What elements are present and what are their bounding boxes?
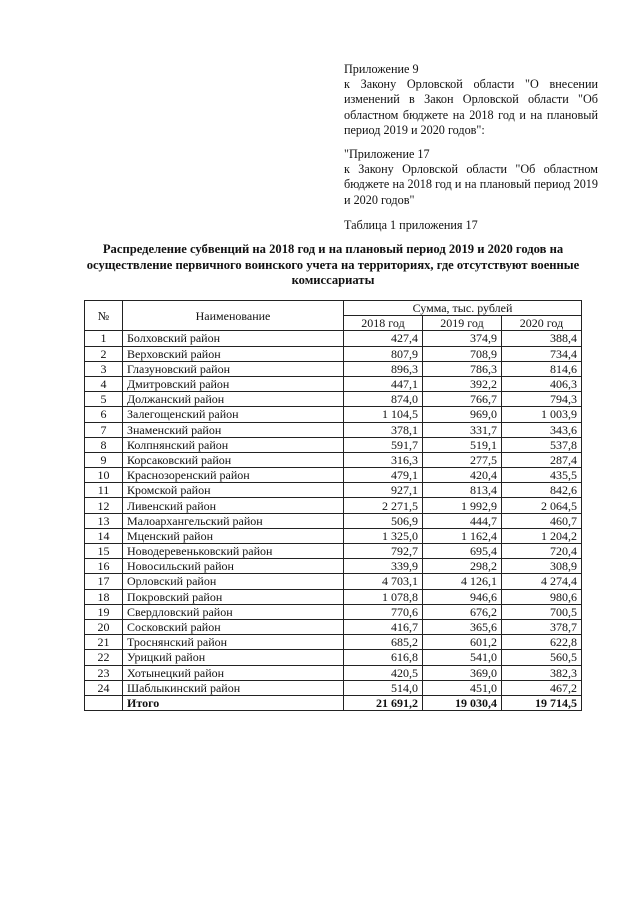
value-2020: 308,9 <box>502 559 582 574</box>
district-name: Троснянский район <box>123 635 344 650</box>
value-2019: 451,0 <box>423 680 502 695</box>
value-2018: 792,7 <box>344 544 423 559</box>
value-2019: 708,9 <box>423 346 502 361</box>
value-2019: 766,7 <box>423 392 502 407</box>
row-number: 7 <box>85 422 123 437</box>
value-2020: 4 274,4 <box>502 574 582 589</box>
value-2018: 420,5 <box>344 665 423 680</box>
district-name: Кромской район <box>123 483 344 498</box>
value-2019: 676,2 <box>423 604 502 619</box>
appendix-header <box>344 62 598 208</box>
table-row <box>85 468 582 483</box>
total-label: Итого <box>123 695 344 710</box>
table-row <box>85 574 582 589</box>
table-row <box>85 544 582 559</box>
value-2018: 2 271,5 <box>344 498 423 513</box>
row-number: 10 <box>85 468 123 483</box>
value-2020: 287,4 <box>502 452 582 467</box>
value-2019: 331,7 <box>423 422 502 437</box>
value-2018: 514,0 <box>344 680 423 695</box>
table-row <box>85 392 582 407</box>
value-2019: 298,2 <box>423 559 502 574</box>
table-row <box>85 513 582 528</box>
value-2018: 896,3 <box>344 361 423 376</box>
district-name: Глазуновский район <box>123 361 344 376</box>
row-number: 23 <box>85 665 123 680</box>
appendix-9-line: Приложение 9 <box>344 62 419 76</box>
appendix-17-line: "Приложение 17 <box>344 147 430 162</box>
appendix-17-text: к Закону Орловской области "Об областном бюджете на 2018 год и на плановый период 2019 и 2020 годов" <box>344 162 598 207</box>
row-number: 21 <box>85 635 123 650</box>
value-2020: 1 204,2 <box>502 528 582 543</box>
appendix-9-text: к Закону Орловской области "О внесении изменений в Закон Орловской области "Об областном бюджете на 2018 год и на плановый период 2019 и 2020 годов": <box>344 77 598 137</box>
value-2018: 1 104,5 <box>344 407 423 422</box>
value-2020: 460,7 <box>502 513 582 528</box>
value-2018: 316,3 <box>344 452 423 467</box>
row-number: 18 <box>85 589 123 604</box>
value-2020: 2 064,5 <box>502 498 582 513</box>
value-2019: 4 126,1 <box>423 574 502 589</box>
value-2019: 392,2 <box>423 376 502 391</box>
value-2020: 842,6 <box>502 483 582 498</box>
value-2019: 813,4 <box>423 483 502 498</box>
value-2018: 427,4 <box>344 331 423 346</box>
row-number: 14 <box>85 528 123 543</box>
value-2018: 685,2 <box>344 635 423 650</box>
value-2018: 479,1 <box>344 468 423 483</box>
value-2019: 695,4 <box>423 544 502 559</box>
value-2019: 365,6 <box>423 619 502 634</box>
value-2019: 969,0 <box>423 407 502 422</box>
district-name: Урицкий район <box>123 650 344 665</box>
row-number: 12 <box>85 498 123 513</box>
document-title: Распределение субвенций на 2018 год и на плановый период 2019 и 2020 годов на осуществление первичного воинского учета на территориях, где отсутствуют военные комиссариаты <box>86 242 580 287</box>
district-name: Верховский район <box>123 346 344 361</box>
table-body <box>85 331 582 696</box>
value-2019: 1 162,4 <box>423 528 502 543</box>
table-row <box>85 650 582 665</box>
header-sum: Сумма, тыс. рублей <box>344 301 582 316</box>
value-2019: 601,2 <box>423 635 502 650</box>
district-name: Сосковский район <box>123 619 344 634</box>
row-number: 9 <box>85 452 123 467</box>
row-number: 15 <box>85 544 123 559</box>
table-row <box>85 376 582 391</box>
value-2020: 537,8 <box>502 437 582 452</box>
header-number: № <box>85 301 123 331</box>
table-row <box>85 422 582 437</box>
district-name: Знаменский район <box>123 422 344 437</box>
district-name: Малоархангельский район <box>123 513 344 528</box>
district-name: Хотынецкий район <box>123 665 344 680</box>
header-2019: 2019 год <box>423 316 502 331</box>
value-2020: 406,3 <box>502 376 582 391</box>
value-2018: 339,9 <box>344 559 423 574</box>
value-2019: 374,9 <box>423 331 502 346</box>
value-2018: 927,1 <box>344 483 423 498</box>
table-row <box>85 589 582 604</box>
header-2018: 2018 год <box>344 316 423 331</box>
header-2020: 2020 год <box>502 316 582 331</box>
row-number: 5 <box>85 392 123 407</box>
value-2019: 420,4 <box>423 468 502 483</box>
value-2019: 444,7 <box>423 513 502 528</box>
table-row <box>85 407 582 422</box>
row-number: 20 <box>85 619 123 634</box>
table-row <box>85 528 582 543</box>
total-number-cell <box>85 695 123 710</box>
row-number: 19 <box>85 604 123 619</box>
district-name: Болховский район <box>123 331 344 346</box>
district-name: Корсаковский район <box>123 452 344 467</box>
table-row <box>85 498 582 513</box>
row-number: 11 <box>85 483 123 498</box>
value-2018: 416,7 <box>344 619 423 634</box>
value-2019: 369,0 <box>423 665 502 680</box>
value-2020: 980,6 <box>502 589 582 604</box>
value-2018: 591,7 <box>344 437 423 452</box>
total-2019: 19 030,4 <box>423 695 502 710</box>
value-2020: 560,5 <box>502 650 582 665</box>
value-2018: 874,0 <box>344 392 423 407</box>
value-2019: 277,5 <box>423 452 502 467</box>
value-2020: 378,7 <box>502 619 582 634</box>
value-2018: 447,1 <box>344 376 423 391</box>
value-2020: 467,2 <box>502 680 582 695</box>
value-2018: 1 325,0 <box>344 528 423 543</box>
value-2018: 378,1 <box>344 422 423 437</box>
district-name: Краснозоренский район <box>123 468 344 483</box>
district-name: Ливенский район <box>123 498 344 513</box>
value-2020: 388,4 <box>502 331 582 346</box>
district-name: Свердловский район <box>123 604 344 619</box>
row-number: 4 <box>85 376 123 391</box>
total-row <box>85 695 582 710</box>
table-row <box>85 665 582 680</box>
total-2020: 19 714,5 <box>502 695 582 710</box>
value-2020: 794,3 <box>502 392 582 407</box>
value-2020: 622,8 <box>502 635 582 650</box>
value-2020: 435,5 <box>502 468 582 483</box>
value-2018: 770,6 <box>344 604 423 619</box>
row-number: 1 <box>85 331 123 346</box>
value-2020: 1 003,9 <box>502 407 582 422</box>
row-number: 16 <box>85 559 123 574</box>
row-number: 13 <box>85 513 123 528</box>
district-name: Орловский район <box>123 574 344 589</box>
district-name: Колпнянский район <box>123 437 344 452</box>
district-name: Покровский район <box>123 589 344 604</box>
table-row <box>85 635 582 650</box>
district-name: Должанский район <box>123 392 344 407</box>
district-name: Новодеревеньковский район <box>123 544 344 559</box>
value-2019: 946,6 <box>423 589 502 604</box>
row-number: 3 <box>85 361 123 376</box>
value-2020: 343,6 <box>502 422 582 437</box>
value-2018: 506,9 <box>344 513 423 528</box>
table-caption: Таблица 1 приложения 17 <box>344 218 478 232</box>
value-2019: 786,3 <box>423 361 502 376</box>
table-row <box>85 604 582 619</box>
row-number: 8 <box>85 437 123 452</box>
value-2020: 814,6 <box>502 361 582 376</box>
row-number: 2 <box>85 346 123 361</box>
value-2020: 734,4 <box>502 346 582 361</box>
value-2019: 541,0 <box>423 650 502 665</box>
value-2020: 382,3 <box>502 665 582 680</box>
value-2018: 807,9 <box>344 346 423 361</box>
value-2018: 616,8 <box>344 650 423 665</box>
table-row <box>85 559 582 574</box>
table-row <box>85 331 582 346</box>
value-2018: 4 703,1 <box>344 574 423 589</box>
district-name: Мценский район <box>123 528 344 543</box>
table-row <box>85 680 582 695</box>
district-name: Шаблыкинский район <box>123 680 344 695</box>
total-2018: 21 691,2 <box>344 695 423 710</box>
row-number: 22 <box>85 650 123 665</box>
value-2019: 1 992,9 <box>423 498 502 513</box>
value-2019: 519,1 <box>423 437 502 452</box>
table-row <box>85 452 582 467</box>
header-name: Наименование <box>123 301 344 331</box>
table-row <box>85 346 582 361</box>
district-name: Новосильский район <box>123 559 344 574</box>
table-row <box>85 437 582 452</box>
district-name: Дмитровский район <box>123 376 344 391</box>
row-number: 6 <box>85 407 123 422</box>
table-row <box>85 619 582 634</box>
row-number: 24 <box>85 680 123 695</box>
table-row <box>85 361 582 376</box>
district-name: Залегощенский район <box>123 407 344 422</box>
value-2020: 720,4 <box>502 544 582 559</box>
table-row <box>85 483 582 498</box>
row-number: 17 <box>85 574 123 589</box>
value-2020: 700,5 <box>502 604 582 619</box>
value-2018: 1 078,8 <box>344 589 423 604</box>
subsidy-table <box>84 300 582 711</box>
